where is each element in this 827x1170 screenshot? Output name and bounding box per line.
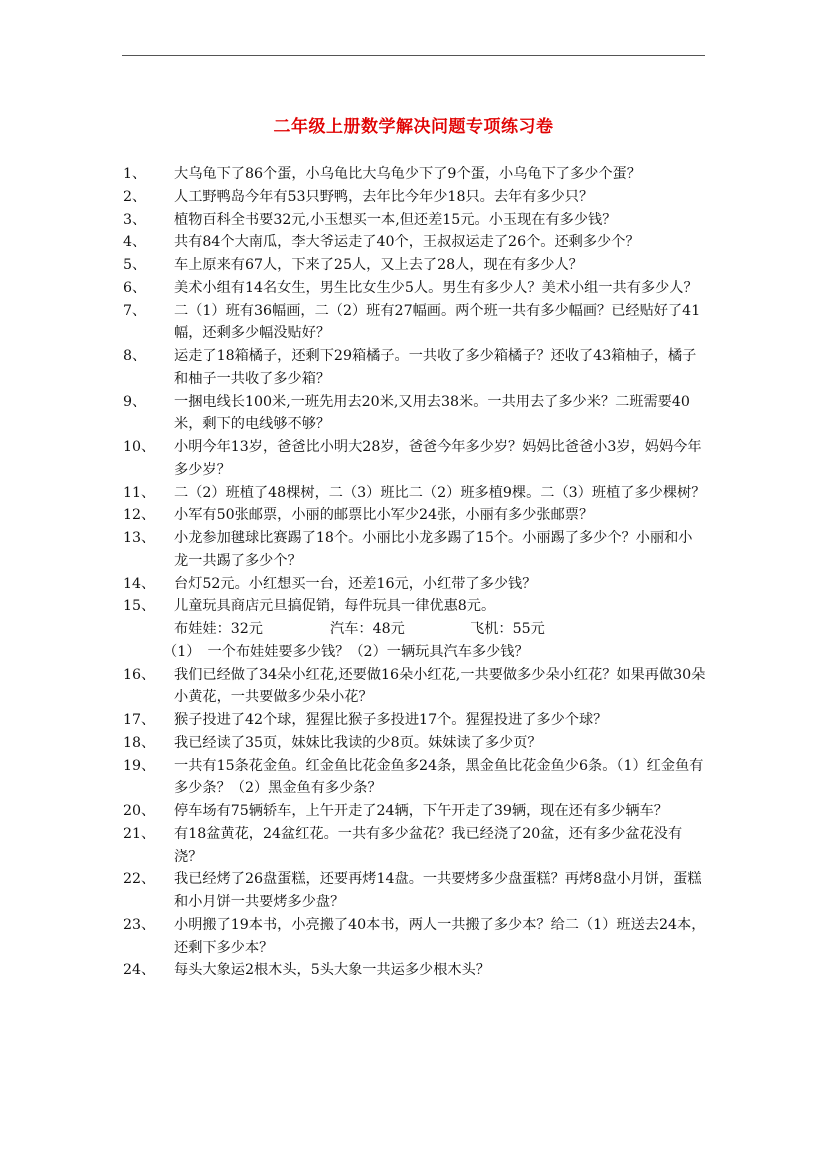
question-item — [0, 709, 827, 732]
question-number: 19、 — [123, 757, 156, 774]
question-number: 1、 — [123, 166, 147, 182]
question-number: 24、 — [123, 962, 156, 979]
question-text: 运走了18箱橘子，还剩下29箱橘子。一共收了多少箱橘子？还收了43箱柚子，橘子和柚子一共收了多少箱？ — [174, 348, 697, 387]
question-text: 小明搬了19本书，小亮搬了40本书，两人一共搬了多少本？给二（1）班送去24本，还剩下多少本？ — [174, 916, 706, 956]
question-item — [0, 914, 827, 960]
question-number: 17、 — [123, 712, 156, 728]
question-number: 21、 — [123, 825, 156, 842]
question-number: 18、 — [123, 734, 156, 751]
header-rule — [122, 55, 705, 56]
question-text: 有18盆黄花，24盆红花。一共有多少盆花？我已经浇了20盆，还有多少盆花没有浇？ — [174, 825, 683, 865]
sub-questions: （1） 一个布娃娃要多少钱？（2）一辆玩具汽车多少钱？ — [163, 643, 529, 660]
price-doll: 布娃娃：32元 — [174, 621, 263, 637]
question-number: 15、 — [123, 598, 156, 615]
question-text: 小明今年13岁，爸爸比小明大28岁，爸爸今年多少岁？妈妈比爸爸小3岁，妈妈今年多少岁？ — [174, 439, 702, 478]
toy-price-list — [0, 618, 827, 641]
question-item — [0, 823, 827, 869]
page-title: 二年级上册数学解决问题专项练习卷 — [273, 117, 554, 137]
question-number: 3、 — [123, 211, 147, 228]
question-item — [0, 527, 827, 573]
question-text: 小龙参加毽球比赛踢了18个。小丽比小龙多踢了15个。小丽踢了多少个？小丽和小龙一共踢了多少个？ — [174, 530, 693, 569]
question-number: 2、 — [123, 188, 147, 205]
question-number: 16、 — [123, 666, 156, 683]
question-number: 10、 — [123, 439, 156, 455]
question-item — [0, 391, 827, 437]
question-text: 二（2）班植了48棵树，二（3）班比二（2）班多植9棵。二（3）班植了多少棵树？ — [174, 484, 706, 501]
question-number: 12、 — [123, 507, 156, 524]
question-number: 20、 — [123, 803, 156, 819]
question-text: 美术小组有14名女生，男生比女生少5人。男生有多少人？美术小组一共有多少人？ — [174, 279, 698, 296]
question-item — [0, 573, 827, 596]
question-text: 二（1）班有36幅画，二（2）班有27幅画。两个班一共有多少幅画？已经贴好了41幅，还剩多少幅没贴好？ — [174, 302, 701, 342]
question-item — [0, 868, 827, 914]
question-text: 每头大象运2根木头，5头大象一共运多少根木头？ — [174, 962, 490, 979]
question-text: 共有84个大南瓜，李大爷运走了40个，王叔叔运走了26个。还剩多少个？ — [174, 234, 640, 251]
question-item — [0, 504, 827, 527]
question-item — [0, 755, 827, 801]
question-number: 13、 — [123, 530, 156, 546]
question-number: 5、 — [123, 257, 147, 273]
question-number: 22、 — [123, 871, 156, 888]
question-item — [0, 186, 827, 209]
question-item — [0, 664, 827, 710]
question-item — [0, 231, 827, 254]
question-item — [0, 595, 827, 618]
question-text: 我已经读了35页，妹妹比我读的少8页。妹妹读了多少页？ — [174, 734, 542, 751]
question-number: 4、 — [123, 234, 147, 251]
question-text: 人工野鸭岛今年有53只野鸭，去年比今年少18只。去年有多少只？ — [174, 188, 594, 205]
question-item — [0, 345, 827, 391]
question-text: 小军有50张邮票，小丽的邮票比小军少24张，小丽有多少张邮票？ — [174, 507, 594, 524]
question-text: 一捆电线长100米,一班先用去20米,又用去38米。一共用去了多少米？二班需要40米，剩下的电线够不够？ — [174, 393, 690, 433]
question-text: 车上原来有67人，下来了25人，又上去了28人，现在有多少人？ — [174, 257, 583, 273]
question-number: 6、 — [123, 279, 147, 296]
question-item — [0, 482, 827, 505]
price-car: 汽车：48元 — [330, 621, 405, 637]
question-item — [0, 277, 827, 300]
question-number: 11、 — [123, 484, 156, 501]
question-text: 猴子投进了42个球，猩猩比猴子多投进17个。猩猩投进了多少个球？ — [174, 712, 608, 728]
question-text: 植物百科全书要32元,小玉想买一本,但还差15元。小玉现在有多少钱？ — [174, 211, 617, 228]
question-text: 我已经烤了26盘蛋糕，还要再烤14盘。一共要烤多少盘蛋糕？再烤8盘小月饼，蛋糕和小月饼一共要烤多少盘？ — [174, 871, 702, 910]
question-number: 7、 — [123, 302, 147, 319]
question-number: 14、 — [123, 575, 156, 592]
question-text: 停车场有75辆轿车，上午开走了24辆，下午开走了39辆，现在还有多少辆车？ — [174, 803, 668, 819]
price-plane: 飞机：55元 — [470, 621, 545, 637]
question-item — [0, 300, 827, 346]
question-number: 8、 — [123, 348, 147, 364]
question-item — [0, 436, 827, 482]
question-text: 台灯52元。小红想买一台，还差16元，小红带了多少钱？ — [174, 575, 537, 592]
question-item — [0, 163, 827, 186]
question-text: 我们已经做了34朵小红花,还要做16朵小红花,一共要做多少朵小红花？如果再做30朵小黄花，一共要做多少朵小花？ — [174, 666, 706, 706]
question-list — [0, 163, 827, 982]
question-text: 大乌龟下了86个蛋，小乌龟比大乌龟少下了9个蛋，小乌龟下了多少个蛋？ — [174, 166, 641, 182]
question-item — [0, 732, 827, 755]
question-item — [0, 209, 827, 232]
question-item — [0, 959, 827, 982]
question-number: 23、 — [123, 916, 156, 933]
question-text: 儿童玩具商店元旦搞促销，每件玩具一律优惠8元。 — [174, 598, 496, 615]
question-item — [0, 254, 827, 277]
question-text: 一共有15条花金鱼。红金鱼比花金鱼多24条，黑金鱼比花金鱼少6条。（1）红金鱼有多少条？（2）黑金鱼有多少条？ — [174, 757, 704, 797]
question-number: 9、 — [123, 393, 147, 410]
question-item — [0, 800, 827, 823]
